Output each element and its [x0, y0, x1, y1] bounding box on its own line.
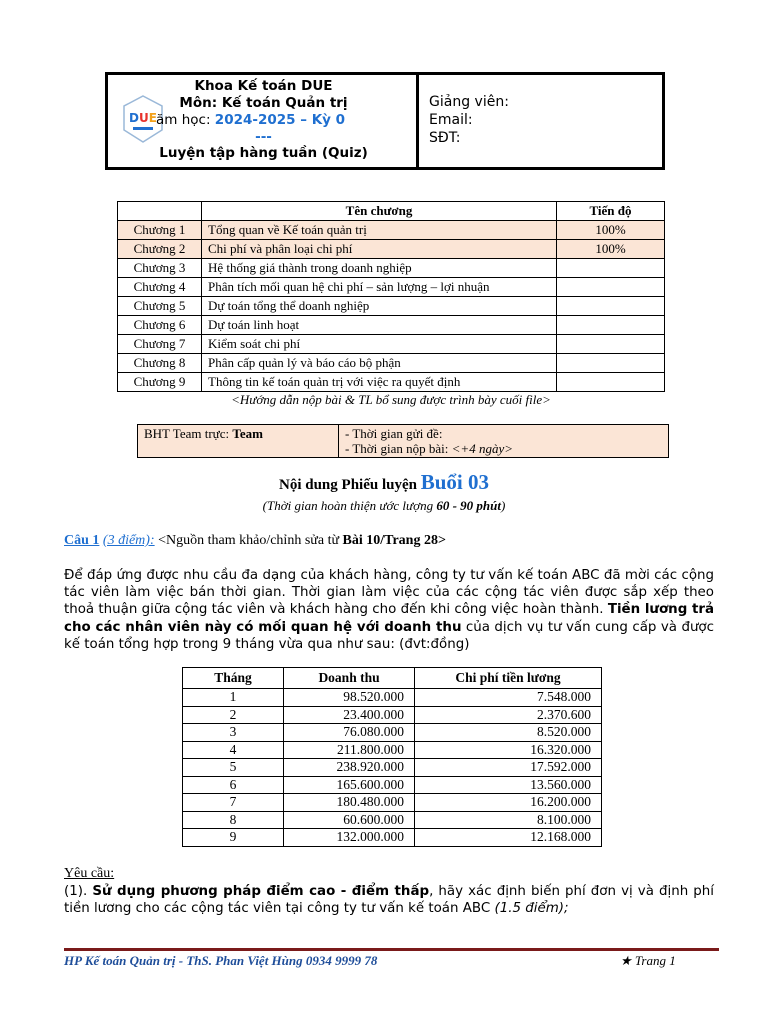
bht-team-label: BHT Team trực:	[144, 426, 233, 441]
chapter-num: Chương 3	[118, 259, 202, 278]
send-time: - Thời gian gửi đề:	[345, 426, 443, 441]
submit-time	[345, 441, 662, 456]
chapter-name-header: Tên chương	[202, 202, 557, 221]
table-row	[183, 724, 602, 742]
chapter-row	[118, 297, 665, 316]
chapter-name: Phân tích mối quan hệ chi phí – sản lượng – lợi nhuận	[202, 278, 557, 297]
subtitle-suffix: )	[500, 498, 506, 513]
data-table-header	[183, 668, 602, 689]
chapter-progress	[557, 316, 665, 335]
submission-note: <Hướng dẫn nộp bài & TL bổ sung được trình bày cuối file>	[231, 392, 551, 407]
bht-team-name: Team	[232, 426, 263, 441]
revenue-cell: 180.480.000	[284, 794, 415, 812]
session-number: Buổi 03	[420, 470, 489, 494]
submit-time-value: <+4 ngày>	[451, 441, 513, 456]
session-subtitle	[0, 498, 768, 514]
chapter-num: Chương 1	[118, 221, 202, 240]
question-1-label: Câu 1	[64, 533, 100, 548]
month-cell: 7	[183, 794, 284, 812]
email-label: Email:	[429, 112, 473, 128]
chapter-name: Chi phí và phân loại chi phí	[202, 240, 557, 259]
subject-name: Môn: Kế toán Quản trị	[179, 95, 348, 111]
chapter-table-header	[118, 202, 665, 221]
chapter-row	[118, 335, 665, 354]
table-row	[183, 776, 602, 794]
wage-cell: 16.200.000	[415, 794, 602, 812]
subtitle-time: 60 - 90 phút	[436, 498, 501, 513]
month-cell: 3	[183, 724, 284, 742]
paragraph-part-2: của dịch vụ tư vấn cung cấp và được kế toán tổng hợp trong 9 tháng vừa qua như sau: (đvt:đồng)	[64, 619, 714, 652]
academic-year-value: 2024-2025 – Kỳ 0	[214, 112, 346, 128]
chapter-progress	[557, 354, 665, 373]
month-cell: 6	[183, 776, 284, 794]
requirement-1-method: Sử dụng phương pháp điểm cao - điểm thấp	[92, 884, 430, 899]
wage-cell: 7.548.000	[415, 689, 602, 707]
chapter-name: Thông tin kế toán quản trị với việc ra quyết định	[202, 373, 557, 392]
revenue-cell: 76.080.000	[284, 724, 415, 742]
quiz-title: Luyện tập hàng tuần (Quiz)	[159, 145, 368, 161]
revenue-cell: 60.600.000	[284, 811, 415, 829]
chapter-row	[118, 354, 665, 373]
wage-cell: 16.320.000	[415, 741, 602, 759]
chapter-row	[118, 221, 665, 240]
paragraph-bold: Tiền lương trả cho các nhân viên này có mối quan hệ với doanh thu	[64, 602, 714, 635]
revenue-cell: 132.000.000	[284, 829, 415, 847]
chapter-row	[118, 259, 665, 278]
chapter-name: Dự toán tổng thể doanh nghiệp	[202, 297, 557, 316]
chapter-row	[118, 316, 665, 335]
table-row	[183, 829, 602, 847]
chapter-progress: 100%	[557, 240, 665, 259]
table-row	[183, 741, 602, 759]
chapter-progress	[557, 278, 665, 297]
academic-year-prefix: ăm học:	[156, 112, 215, 128]
wage-cell: 2.370.600	[415, 706, 602, 724]
chapter-row	[118, 373, 665, 392]
chapter-progress	[557, 259, 665, 278]
chapter-progress	[557, 373, 665, 392]
chapter-progress-table	[117, 201, 665, 392]
header-contact-info	[419, 75, 662, 167]
revenue-cell: 165.600.000	[284, 776, 415, 794]
question-1-source-prefix: <Nguồn tham khảo/chỉnh sửa từ	[154, 533, 343, 548]
chapter-num: Chương 4	[118, 278, 202, 297]
wage-header: Chi phí tiền lương	[415, 668, 602, 689]
header-box	[105, 72, 665, 170]
month-cell: 2	[183, 706, 284, 724]
requirements-label: Yêu cầu:	[64, 866, 115, 881]
bht-time-cell	[339, 425, 669, 458]
chapter-row	[118, 278, 665, 297]
table-row	[183, 759, 602, 777]
chapter-num: Chương 2	[118, 240, 202, 259]
question-1-points: (3 điểm):	[102, 533, 155, 548]
chapter-progress-header: Tiến độ	[557, 202, 665, 221]
academic-year	[156, 112, 345, 128]
lecturer-label: Giảng viên:	[429, 94, 509, 110]
wage-cell: 8.100.000	[415, 811, 602, 829]
session-title-prefix: Nội dung Phiếu luyện	[279, 477, 421, 493]
phone-label: SĐT:	[429, 130, 461, 146]
session-title	[0, 470, 768, 495]
chapter-name: Tổng quan về Kế toán quản trị	[202, 221, 557, 240]
subtitle-prefix: (Thời gian hoàn thiện ước lượng	[262, 498, 437, 513]
chapter-num: Chương 8	[118, 354, 202, 373]
chapter-num: Chương 6	[118, 316, 202, 335]
revenue-cell: 211.800.000	[284, 741, 415, 759]
chapter-progress: 100%	[557, 221, 665, 240]
chapter-name: Phân cấp quản lý và báo cáo bộ phận	[202, 354, 557, 373]
svg-text:DUE: DUE	[129, 111, 157, 125]
month-header: Tháng	[183, 668, 284, 689]
question-1-paragraph	[64, 567, 714, 653]
month-cell: 1	[183, 689, 284, 707]
chapter-name: Kiểm soát chi phí	[202, 335, 557, 354]
page-number: Trang 1	[634, 953, 676, 968]
bht-team-cell	[138, 425, 339, 458]
paragraph-part-1: Để đáp ứng được nhu cầu đa dạng của khách hàng, công ty tư vấn kế toán ABC đã mời các cộng tác viên làm việc bán thời gian. Thời gian làm việc của các cộng tác viên được sắp xếp theo thoả thuận giữa cộng tác viên và khách hàng cho đến khi công việc hoàn thành.	[64, 568, 714, 618]
chapter-name: Dự toán linh hoạt	[202, 316, 557, 335]
chapter-row	[118, 240, 665, 259]
question-1-source-suffix: >	[437, 533, 446, 548]
chapter-num: Chương 5	[118, 297, 202, 316]
requirement-1-points: (1.5 điểm);	[494, 901, 569, 916]
chapter-progress	[557, 335, 665, 354]
footer-page	[620, 953, 676, 969]
table-row	[183, 794, 602, 812]
wage-cell: 12.168.000	[415, 829, 602, 847]
wage-cell: 13.560.000	[415, 776, 602, 794]
requirement-1-text: , hãy xác định biến phí đơn vị và định phí tiền lương cho các cộng tác viên tại công ty tư vấn kế toán ABC	[64, 884, 715, 916]
submit-time-label: - Thời gian nộp bài:	[345, 441, 452, 456]
requirement-1	[64, 883, 714, 917]
chapter-num: Chương 7	[118, 335, 202, 354]
footer-course-info: HP Kế toán Quản trị - ThS. Phan Việt Hùng 0934 9999 78	[64, 953, 378, 968]
question-1-heading	[64, 533, 446, 549]
header-dashes: ---	[255, 129, 272, 145]
revenue-cell: 23.400.000	[284, 706, 415, 724]
month-cell: 4	[183, 741, 284, 759]
revenue-cell: 238.920.000	[284, 759, 415, 777]
table-row	[183, 689, 602, 707]
table-row	[183, 706, 602, 724]
chapter-num: Chương 9	[118, 373, 202, 392]
table-row	[183, 811, 602, 829]
revenue-cell: 98.520.000	[284, 689, 415, 707]
header-course-info	[108, 75, 419, 167]
wage-cell: 17.592.000	[415, 759, 602, 777]
chapter-num-header	[118, 202, 202, 221]
question-1-source-ref: Bài 10/Trang 28	[342, 533, 438, 548]
chapter-progress	[557, 297, 665, 316]
chapter-name: Hệ thống giá thành trong doanh nghiệp	[202, 259, 557, 278]
footer-divider	[64, 948, 719, 951]
requirement-1-num: (1).	[64, 884, 93, 899]
month-cell: 9	[183, 829, 284, 847]
bht-team-box	[137, 424, 669, 458]
star-icon: ★	[620, 953, 632, 968]
month-cell: 8	[183, 811, 284, 829]
wage-cell: 8.520.000	[415, 724, 602, 742]
revenue-header: Doanh thu	[284, 668, 415, 689]
month-cell: 5	[183, 759, 284, 777]
faculty-name: Khoa Kế toán DUE	[194, 78, 333, 94]
revenue-wage-table	[182, 667, 602, 847]
